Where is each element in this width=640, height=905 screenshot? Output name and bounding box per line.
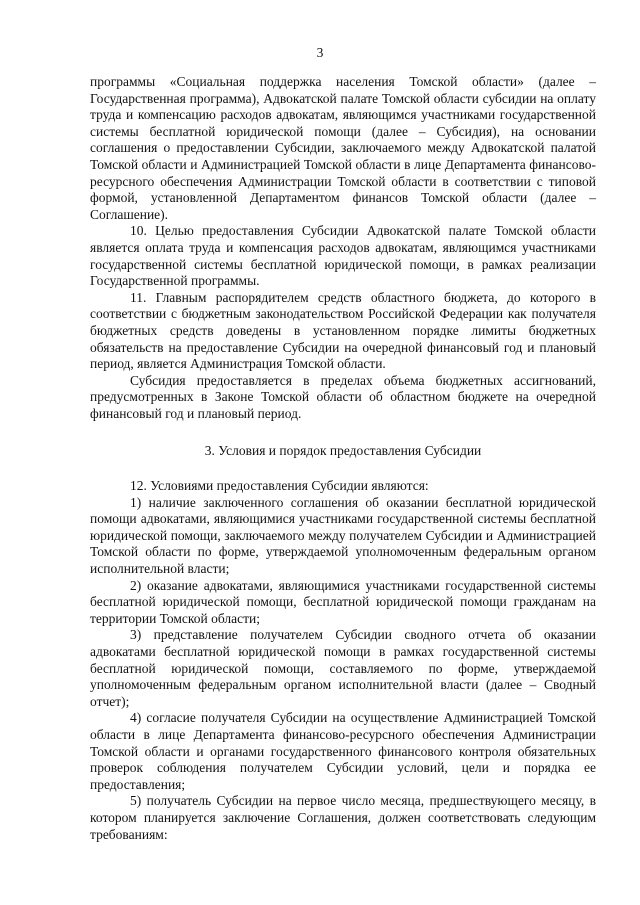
paragraph-continuation: программы «Социальная поддержка населения Томской области» (далее – Государственная программа), Адвокатской палате Томской области субсидии на оплату труда и компенсацию расходов адвокатам, являющимся участниками государственной системы бесплатной юридической помощи (далее – Субсидия), на основании соглашения о предоставлении Субсидии, заключаемого между Адвокатской палатой Томской области и Администрацией Томской области в лице Департамента финансово-ресурсного обеспечения Администрации Томской области в соответствии с типовой формой, установленной Департаментом финансов Томской области (далее – Соглашение). bbox=[90, 74, 596, 222]
condition-3: 3) представление получателем Субсидии сводного отчета об оказании адвокатами бесплатной юридической помощи в рамках государственной системы бесплатной юридической помощи, составляемого по форме, утверждаемой уполномоченным федеральным органом исполнительной власти (далее – Сводный отчет); bbox=[90, 627, 596, 709]
paragraph-subsidy-limits: Субсидия предоставляется в пределах объема бюджетных ассигнований, предусмотренных в Законе Томской области об областном бюджете на очередной финансовый год и плановый период. bbox=[90, 372, 596, 421]
paragraph-item-10: 10. Целью предоставления Субсидии Адвокатской палате Томской области является оплата труда и компенсация расходов адвокатам, являющимся участниками государственной системы бесплатной юридической помощи, в рамках реализации Государственной программы. bbox=[90, 223, 596, 289]
condition-2: 2) оказание адвокатами, являющимися участниками государственной системы бесплатной юридической помощи, бесплатной юридической помощи гражданам на территории Томской области; bbox=[90, 577, 596, 626]
page-number: 3 bbox=[316, 45, 324, 60]
paragraph-item-11: 11. Главным распорядителем средств областного бюджета, до которого в соответствии с бюджетным законодательством Российской Федерации как получателя бюджетных средств доведены в установленном порядке лимиты бюджетных обязательств на предоставление Субсидии на очередной финансовый год и плановый период, является Администрация Томской области. bbox=[90, 289, 596, 372]
document-body bbox=[90, 74, 596, 843]
paragraph-item-12: 12. Условиями предоставления Субсидии являются: bbox=[130, 478, 429, 494]
condition-1: 1) наличие заключенного соглашения об оказании бесплатной юридической помощи адвокатами, являющимися участниками государственной системы бесплатной юридической помощи, заключаемого между получателем Субсидии и Администрацией Томской области по форме, утверждаемой уполномоченным федеральным органом исполнительной власти; bbox=[90, 494, 596, 577]
condition-5: 5) получатель Субсидии на первое число месяца, предшествующего месяцу, в котором планируется заключение Соглашения, должен соответствовать следующим требованиям: bbox=[90, 793, 596, 842]
condition-4: 4) согласие получателя Субсидии на осуществление Администрацией Томской области в лице Департамента финансово-ресурсного обеспечения Администрации Томской области и органами государственного финансового контроля обязательных проверок соблюдения получателем Субсидии условий, цели и порядка ее предоставления; bbox=[90, 710, 596, 792]
section-heading: 3. Условия и порядок предоставления Субсидии bbox=[204, 443, 482, 459]
